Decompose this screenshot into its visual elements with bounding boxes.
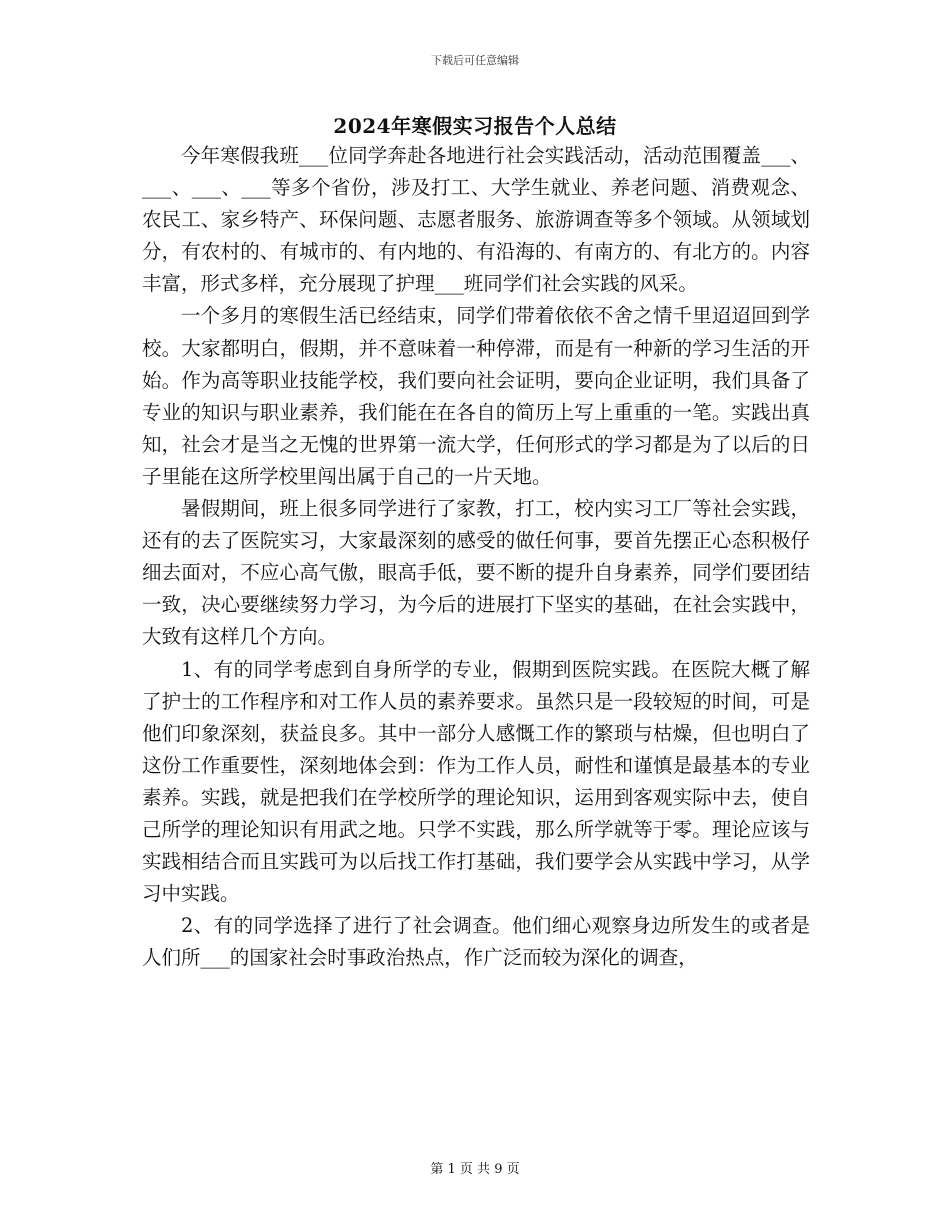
page-number: 第 1 页 共 9 页	[430, 1162, 520, 1177]
paragraph: 1、有的同学考虑到自身所学的专业，假期到医院实践。在医院大概了解了护士的工作程序和对工作人员的素养要求。虽然只是一段较短的时间，可是他们印象深刻，获益良多。其中一部分人感慨工作的繁琐与枯燥，但也明白了这份工作重要性，深刻地体会到：作为工作人员，耐性和谨慎是最基本的专业素养。实践，就是把我们在学校所学的理论知识，运用到客观实际中去，使自己所学的理论知识有用武之地。只学不实践，那么所学就等于零。理论应该与实践相结合而且实践可为以后找工作打基础，我们要学会从实践中学习，从学习中实践。	[142, 657, 810, 906]
document-title: 2024年寒假实习报告个人总结	[333, 114, 617, 138]
paragraph: 今年寒假我班___位同学奔赴各地进行社会实践活动，活动范围覆盖___、___、___、___等多个省份，涉及打工、大学生就业、养老问题、消费观念、农民工、家乡特产、环保问题、志愿者服务、旅游调查等多个领域。从领域划分，有农村的、有城市的、有内地的、有沿海的、有南方的、有北方的。内容丰富，形式多样，充分展现了护理___班同学们社会实践的风采。	[142, 144, 810, 296]
header-note: 下载后可任意编辑	[431, 54, 519, 67]
paragraph: 2、有的同学选择了进行了社会调查。他们细心观察身边所发生的或者是人们所___的国家社会时事政治热点，作广泛而较为深化的调查，	[142, 914, 810, 970]
document-body	[142, 140, 810, 974]
paragraph: 暑假期间，班上很多同学进行了家教，打工，校内实习工厂等社会实践，还有的去了医院实习，大家最深刻的感受的做任何事，要首先摆正心态积极仔细去面对，不应心高气傲，眼高手低，要不断的提升自身素养，同学们要团结一致，决心要继续努力学习，为今后的进展打下坚实的基础，在社会实践中，大致有这样几个方向。	[142, 497, 810, 649]
paragraph: 一个多月的寒假生活已经结束，同学们带着依依不舍之情千里迢迢回到学校。大家都明白，假期，并不意味着一种停滞，而是有一种新的学习生活的开始。作为高等职业技能学校，我们要向社会证明，要向企业证明，我们具备了专业的知识与职业素养，我们能在在各自的简历上写上重重的一笔。实践出真知，社会才是当之无愧的世界第一流大学，任何形式的学习都是为了以后的日子里能在这所学校里闯出属于自己的一片天地。	[142, 304, 810, 488]
